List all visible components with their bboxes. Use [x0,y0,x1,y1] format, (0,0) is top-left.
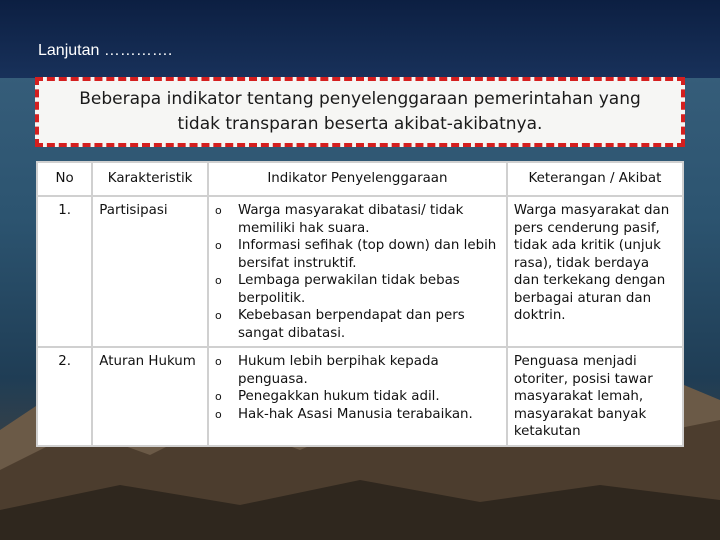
indikator-text: Warga masyarakat dibatasi/ tidak memiliki hak suara. [237,203,464,236]
list-item [215,406,500,424]
bullet-icon: o [214,204,222,217]
bullet-icon: o [214,407,222,421]
list-item [215,307,500,342]
bullet-icon: o [214,309,222,322]
row-keterangan: Warga masyarakat dan pers cenderung pasif, tidak ada kritik (unjuk rasa), tidak berdaya dan terkekang dengan berbagai aturan dan doktrin. [507,196,683,347]
indikator-text: Informasi sefihak (top down) dan lebih bersifat instruktif. [237,238,497,271]
bullet-icon: o [214,355,222,368]
list-item [215,388,500,406]
row-indikator [208,347,507,446]
row-karakteristik: Aturan Hukum [92,347,208,446]
table-row [37,347,683,446]
header-keterangan: Keterangan / Akibat [507,162,683,196]
header-no: No [37,162,92,196]
bullet-icon: o [214,390,222,403]
table-row [37,196,683,347]
indikator-list [215,202,500,342]
indikator-text: Kebebasan berpendapat dan pers sangat dibatasi. [237,308,465,341]
row-karakteristik: Partisipasi [92,196,208,347]
list-item [215,237,500,272]
header-karakteristik: Karakteristik [92,162,208,196]
table-header-row [37,162,683,196]
banner-line-1: Beberapa indikator tentang penyelenggaraan pemerintahan yang [79,89,641,109]
indikator-text: Hak-hak Asasi Manusia terabaikan. [237,406,473,422]
row-number: 2. [37,347,92,446]
indikator-text: Hukum lebih berpihak kepada penguasa. [237,354,439,387]
list-item [215,202,500,237]
indikator-text: Penegakkan hukum tidak adil. [237,389,440,404]
bullet-icon: o [214,239,222,252]
indicator-table [36,161,684,447]
header-indikator: Indikator Penyelenggaraan [208,162,507,196]
list-item [215,353,500,388]
slide-header [0,0,720,78]
row-keterangan: Penguasa menjadi otoriter, posisi tawar masyarakat lemah, masyarakat banyak ketakutan [507,347,683,446]
row-indikator [208,196,507,347]
row-number: 1. [37,196,92,347]
bullet-icon: o [214,274,222,287]
banner-line-2: tidak transparan beserta akibat-akibatnya. [177,114,543,134]
slide-title: Lanjutan …………. [38,42,173,59]
indikator-list [215,353,500,423]
list-item [215,272,500,307]
topic-banner [35,77,685,147]
indikator-text: Lembaga perwakilan tidak bebas berpolitik. [237,273,460,306]
